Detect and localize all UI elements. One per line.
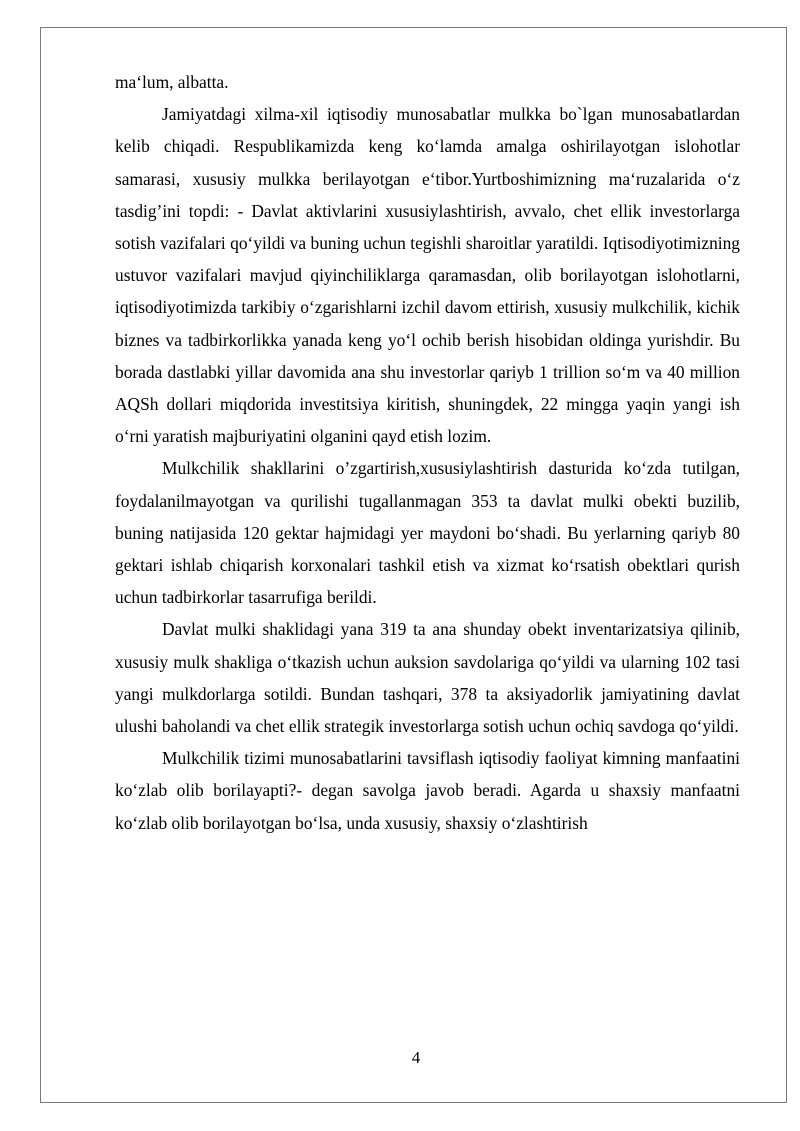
paragraph-ownership-system: Mulkchilik tizimi munosabatlarini tavsiflash iqtisodiy faoliyat kimning manfaatini ko‘zlab olib borilayapti?- degan savolga javob beradi. Agarda u shaxsiy manfaatni ko‘zlab olib borilayotgan bo‘lsa, unda xususiy, shaxsiy o‘zlashtirish [115, 748, 740, 833]
paragraph-ownership-forms: Mulkchilik shakllarini o’zgartirish,xususiylashtirish dasturida ko‘zda tutilgan, foydalanilmayotgan va qurilishi tugallanmagan 353 ta davlat mulki obekti buzilib, buning natijasida 120 gektar hajmidagi yer maydoni bo‘shadi. Bu yerlarning qariyb 80 gektari ishlab chiqarish korxonalari tashkil etish va xizmat ko‘rsatish obektlari qurish uchun tadbirkorlar tasarrufiga berildi. [115, 458, 740, 608]
paragraph-continuation: ma‘lum, albatta. [115, 72, 229, 92]
paragraph-state-property-inventory: Davlat mulki shaklidagi yana 319 ta ana shunday obekt inventarizatsiya qilinib, xususiy mulk shakliga o‘tkazish uchun auksion savdolariga qo‘yildi va ularning 102 tasi yangi mulkdorlarga sotildi. Bundan tashqari, 378 ta aksiyadorlik jamiyatining davlat ulushi baholandi va chet ellik strategik investorlarga sotish uchun ochiq savdoga qo‘yildi. [115, 619, 740, 737]
page-number: 4 [411, 1048, 421, 1067]
document-body [115, 66, 740, 839]
paragraph-property-relations: Jamiyatdagi xilma-xil iqtisodiy munosabatlar mulkka bo`lgan munosabatlardan kelib chiqadi. Respublikamizda keng ko‘lamda amalga oshirilayotgan islohotlar samarasi, xususiy mulkka berilayotgan e‘tibor.Yurtboshimizning ma‘ruzalarida o‘z tasdig’ini topdi: - Davlat aktivlarini xususiylashtirish, avvalo, chet ellik investorlarga sotish vazifalari qo‘yildi va buning uchun tegishli sharoitlar yaratildi. Iqtisodiyotimizning ustuvor vazifalari mavjud qiyinchiliklarga qaramasdan, olib borilayotgan islohotlarni, iqtisodiyotimizda tarkibiy o‘zgarishlarni izchil davom ettirish, xususiy mulkchilik, kichik biznes va tadbirkorlikka yanada keng yo‘l ochib berish hisobidan oldinga yurishdir. Bu borada dastlabki yillar davomida ana shu investorlar qariyb 1 trillion so‘m va 40 million AQSh dollari miqdorida investitsiya kiritish, shuningdek, 22 mingga yaqin yangi ish o‘rni yaratish majburiyatini olganini qayd etish lozim. [115, 104, 740, 447]
